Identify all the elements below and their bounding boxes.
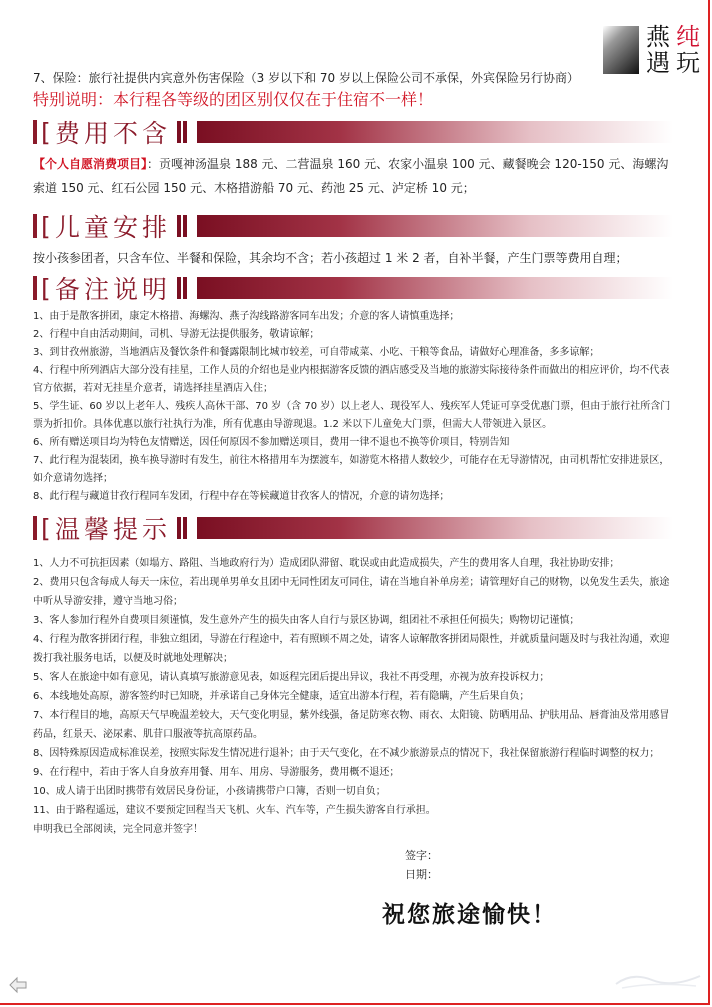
header-gradient-bar (197, 517, 673, 539)
logo-char: 燕 (646, 23, 670, 51)
header-bracket-mark: [ (41, 513, 51, 543)
remark-item: 7、此行程为混装团，换车换导游时有发生，前往木格措用车为摆渡车，如游览木格措人数较少，可能存在无导游情况，由司机帮忙安排进景区，如介意请勿选择； (33, 455, 670, 484)
tip-item: 10、成人请于出团时携带有效居民身份证，小孩请携带户口簿，否则一切自负； (33, 786, 386, 797)
tip-item: 2、费用只包含每成人每天一床位，若出现单男单女且团中无同性团友可同住，请在当地自补单房差；请管理好自己的财物，以免发生丢失，旅途中听从导游安排，遵守当地习俗； (33, 577, 670, 607)
fees-exclusions (33, 152, 673, 200)
header-bracket-mark: [ (41, 117, 51, 147)
remark-item: 3、到甘孜州旅游，当地酒店及餐饮条件和餐露限制比城市较差，可自带咸菜、小吃、干粮等食品，请做好心理准备，多多谅解； (33, 347, 600, 358)
tips-list (33, 554, 673, 839)
section-title: 温馨提示 (55, 515, 172, 544)
remarks-list (33, 308, 673, 506)
remark-item: 6、所有赠送项目均为特色友情赠送，因任何原因不参加赠送项目，费用一律不退也不换等价项目，特别告知 (33, 437, 510, 448)
watermark-logo (612, 970, 704, 992)
header-tick (183, 517, 187, 539)
tip-item: 9、在行程中，若由于客人自身放弃用餐、用车、用房、导游服务，费用概不退还； (33, 767, 400, 778)
header-tick (183, 215, 187, 237)
remark-item: 8、此行程与藏道甘孜行程同车发团，行程中存在等候藏道甘孜客人的情况，介意的请勿选择； (33, 491, 450, 502)
header-gradient-bar (197, 277, 673, 299)
header-bracket (33, 214, 37, 238)
header-ticks (177, 277, 189, 299)
header-tick (177, 517, 181, 539)
remark-item: 4、行程中所列酒店大部分没有挂星，工作人员的介绍也是业内根据游客反馈的酒店感受及当地的旅游实际接待条件而做出的相应评价，均不代表官方依据，若对无挂星介意者，请选择挂星酒店入住； (33, 365, 670, 394)
header-ticks (177, 517, 189, 539)
header-ticks (177, 121, 189, 143)
remark-item: 2、行程中自由活动期间，司机、导游无法提供服务，敬请谅解； (33, 329, 320, 340)
section-title: 备注说明 (55, 275, 172, 304)
header-gradient-bar (197, 121, 673, 143)
remark-item: 5、学生证、60 岁以上老年人、残疾人高休干部、70 岁（含 70 岁）以上老人、现役军人、残疾军人凭证可享受优惠门票，但由于旅行社所含门票为折扣价。具体优惠以旅行社执行为准，所有优惠由导游现退。1.2 米以下儿童免大门票，但需大人带领进入景区。 (33, 401, 671, 430)
logo-square (603, 26, 639, 74)
section-header-children (33, 210, 673, 242)
header-bracket (33, 276, 37, 300)
declaration: 申明我已全部阅读，完全同意并签字！ (33, 824, 203, 835)
tip-item: 3、客人参加行程外自费项目须谨慎，发生意外产生的损失由客人自行与景区协调，组团社不承担任何损失；购物切记谨慎； (33, 615, 580, 626)
section-header-fees (33, 116, 673, 148)
section-header-remarks (33, 272, 673, 304)
tip-item: 6、本线地处高原，游客签约时已知晓，并承诺自己身体完全健康，适宜出游本行程，若有隐瞒，产生后果自负； (33, 691, 530, 702)
special-note: 特别说明：本行程各等级的团区别仅仅在于住宿不一样！ (33, 90, 434, 109)
date-label: 日期： (405, 868, 438, 881)
arrow-left-icon[interactable] (8, 976, 28, 994)
fees-text: ：贡嘎神汤温泉 188 元、二营温泉 160 元、农家小温泉 100 元、藏餐晚会 120-150 元、海螺沟索道 150 元、红石公园 150 元、木格措游船 70 元、药池 25 元、泸定桥 10 元； (33, 157, 669, 195)
document-content (33, 68, 673, 839)
children-text: 按小孩参团者，只含车位、半餐和保险，其余均不含；若小孩超过 1 米 2 者，自补半餐，产生门票等费用自理； (33, 251, 628, 265)
fees-label: 【个人自愿消费项目】 (33, 157, 148, 171)
logo-char: 玩 (676, 49, 700, 77)
section-title: 费用不含 (55, 119, 172, 148)
header-bracket-mark: [ (41, 211, 51, 241)
header-gradient-bar (197, 215, 673, 237)
remark-item: 1、由于是散客拼团，康定木格措、海螺沟、燕子沟线路游客同车出发；介意的客人请慎重选择； (33, 311, 460, 322)
tip-item: 8、因特殊原因造成标准误差，按照实际发生情况进行退补；由于天气变化，在不减少旅游景点的情况下，我社保留旅游行程临时调整的权力； (33, 748, 660, 759)
header-bracket (33, 516, 37, 540)
header-tick (183, 121, 187, 143)
tip-item: 4、行程为散客拼团行程，非独立组团，导游在行程途中，若有照顾不周之处，请客人谅解散客拼团局限性，并就质量问题及时与我社沟通，欢迎拨打我社服务电话，以便及时就地处理解决； (33, 634, 670, 664)
tip-item: 11、由于路程遥远，建议不要预定回程当天飞机、火车、汽车等，产生损失游客自行承担。 (33, 805, 436, 816)
insurance-line: 7、保险：旅行社提供内宾意外伤害保险（3 岁以下和 70 岁以上保险公司不承保，外宾保险另行协商） (33, 71, 579, 85)
header-ticks (177, 215, 189, 237)
sign-block (405, 846, 438, 884)
logo-char: 纯 (676, 23, 700, 51)
logo-char: 遇 (646, 49, 670, 77)
header-tick (177, 215, 181, 237)
section-title: 儿童安排 (55, 213, 172, 242)
header-tick (183, 277, 187, 299)
tip-item: 1、人力不可抗拒因素（如塌方、路阻、当地政府行为）造成团队滞留、耽误或由此造成损失，产生的费用客人自理，我社协助安排； (33, 558, 620, 569)
header-tick (177, 277, 181, 299)
signature-label: 签字： (405, 849, 438, 862)
section-header-tips (33, 512, 673, 544)
header-bracket (33, 120, 37, 144)
tip-item: 5、客人在旅途中如有意见，请认真填写旅游意见表，如返程完团后提出异议，我社不再受理，亦视为放弃投诉权力； (33, 672, 550, 683)
header-tick (177, 121, 181, 143)
farewell-text: 祝您旅途愉快！ (382, 902, 557, 928)
header-bracket-mark: [ (41, 273, 51, 303)
tip-item: 7、本行程目的地，高原天气早晚温差较大，天气变化明显，紫外线强，备足防寒衣物、雨衣、太阳镜、防晒用品、护肤用品、唇膏油及常用感冒药品，红景天、泌尿素、肌苷口服液等抗高原药品。 (33, 710, 670, 740)
